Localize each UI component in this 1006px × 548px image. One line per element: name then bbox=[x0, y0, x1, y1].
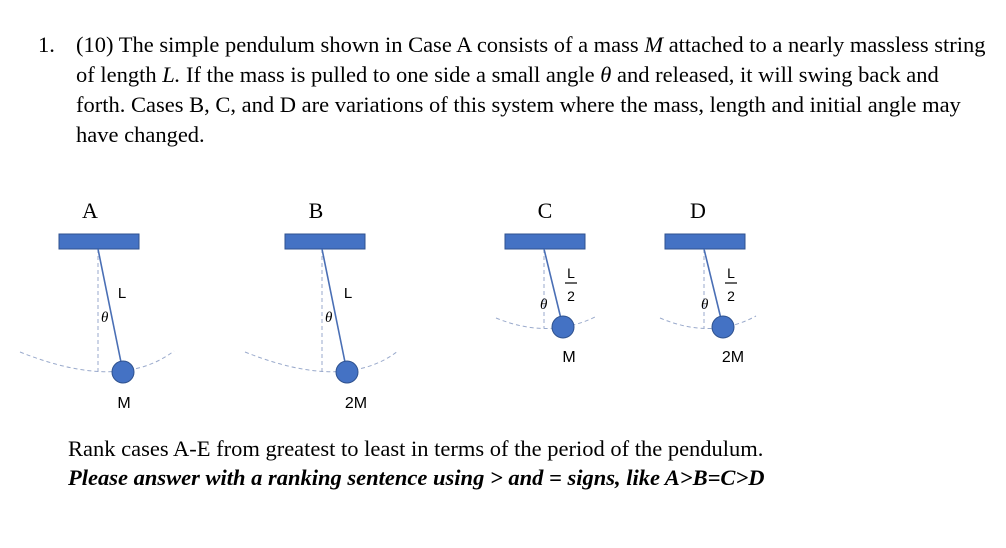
case-a-length-label: L bbox=[117, 285, 127, 302]
case-d bbox=[660, 198, 756, 366]
case-b-bob bbox=[336, 361, 358, 383]
case-a-title: A bbox=[82, 198, 98, 223]
case-c-string bbox=[544, 249, 563, 327]
question-number: 1. bbox=[38, 32, 55, 57]
case-d-length-numerator: L bbox=[727, 265, 735, 281]
question-text-2: attached to a nearly massless string of length bbox=[76, 32, 986, 87]
ranking-format-hint: Please answer with a ranking sentence using > and = signs, like A>B=C>D bbox=[68, 465, 765, 490]
case-c-angle-label: θ bbox=[540, 297, 548, 313]
case-a-swing-arc bbox=[20, 351, 174, 372]
case-b-length-label: L bbox=[343, 285, 353, 302]
case-b-support-bar bbox=[285, 234, 365, 249]
case-d-title: D bbox=[690, 198, 706, 223]
case-a-angle-label: θ bbox=[101, 310, 109, 326]
question-text-1: The simple pendulum shown in Case A consists of a mass bbox=[118, 32, 639, 57]
case-c-support-bar bbox=[505, 234, 585, 249]
case-c-mass-label: M bbox=[562, 349, 576, 366]
mass-symbol: M bbox=[644, 32, 664, 57]
case-d-length-denominator: 2 bbox=[727, 288, 735, 304]
question-text-3: If the mass is pulled to one side a small angle bbox=[186, 62, 595, 87]
question-text-4: and released, it will swing back and forth. Cases B, C, and D are variations of this system where the mass, length and initial angle may have changed. bbox=[76, 62, 961, 147]
question-body bbox=[76, 30, 986, 150]
case-c-bob bbox=[552, 316, 574, 338]
case-c-title: C bbox=[537, 198, 553, 223]
pendulum-diagram bbox=[0, 180, 1006, 420]
question-points: (10) bbox=[76, 32, 114, 57]
ranking-instructions bbox=[68, 434, 968, 492]
case-a bbox=[20, 198, 174, 412]
case-b bbox=[245, 198, 398, 412]
ranking-prompt: Rank cases A-E from greatest to least in terms of the period of the pendulum. bbox=[68, 436, 764, 461]
case-a-mass-label: M bbox=[117, 395, 131, 412]
case-c-length-numerator: L bbox=[567, 265, 575, 281]
case-b-mass-label: 2M bbox=[344, 395, 368, 412]
length-symbol: L. bbox=[162, 62, 181, 87]
case-c-swing-arc bbox=[496, 316, 597, 329]
case-b-angle-label: θ bbox=[325, 310, 333, 326]
angle-symbol: θ bbox=[600, 62, 612, 87]
case-d-angle-label: θ bbox=[701, 297, 709, 313]
case-d-swing-arc bbox=[660, 316, 756, 329]
case-a-support-bar bbox=[59, 234, 139, 249]
case-d-string bbox=[704, 249, 723, 327]
case-c-length-denominator: 2 bbox=[567, 288, 575, 304]
case-c bbox=[496, 198, 597, 366]
case-d-support-bar bbox=[665, 234, 745, 249]
case-b-title: B bbox=[308, 198, 324, 223]
case-d-mass-label: 2M bbox=[721, 349, 745, 366]
case-d-bob bbox=[712, 316, 734, 338]
case-a-bob bbox=[112, 361, 134, 383]
